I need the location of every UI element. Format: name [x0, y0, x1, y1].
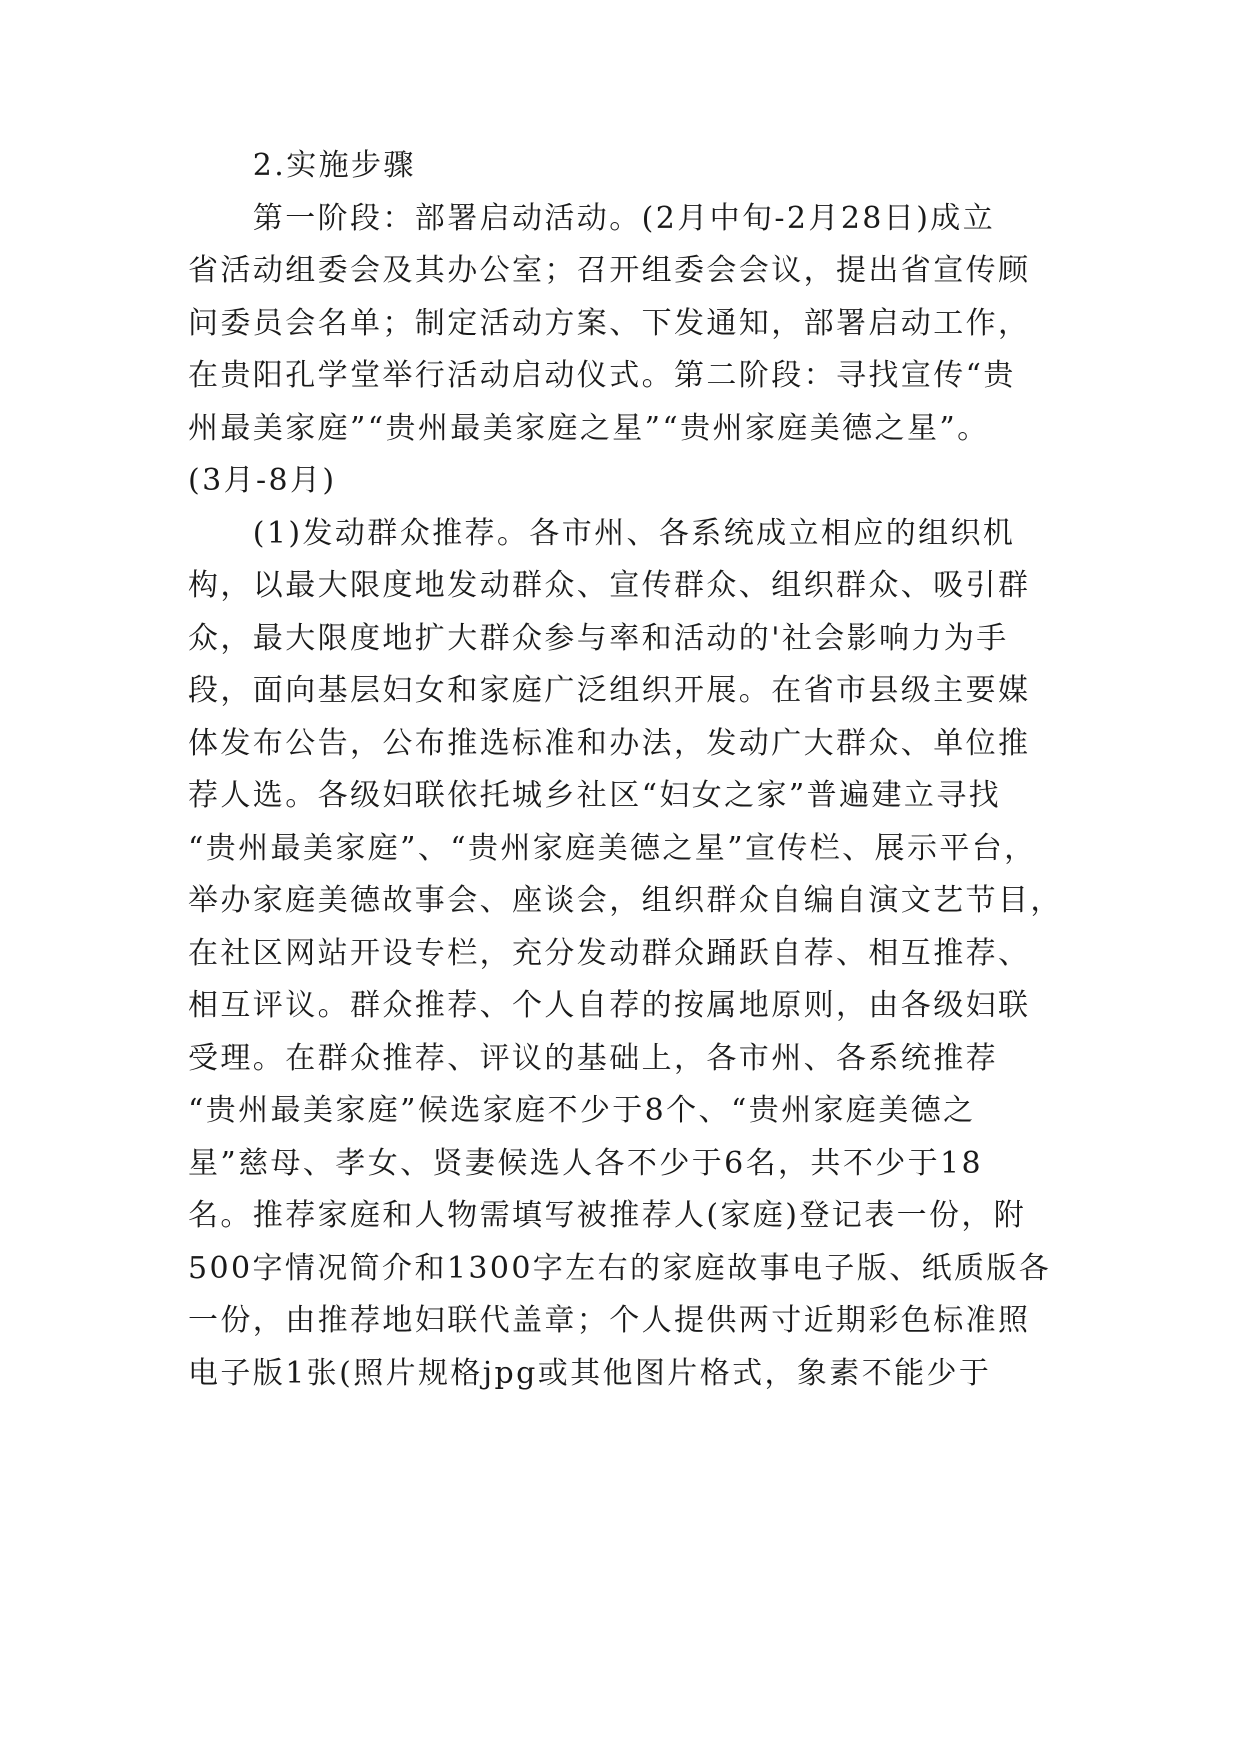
text-line-15: 举办家庭美德故事会、座谈会，组织群众自编自演文艺节目， — [188, 883, 1063, 918]
text-line-12: 体发布公告，公布推选标准和办法，发动广大群众、单位推 — [188, 726, 1031, 761]
text-line-20: 星”慈母、孝女、贤妻候选人各不少于6名，共不少于18 — [188, 1146, 983, 1181]
text-line-17: 相互评议。群众推荐、个人自荐的按属地原则，由各级妇联 — [188, 988, 1031, 1023]
text-line-01: 2.实施步骤 — [188, 148, 416, 183]
text-line-16: 在社区网站开设专栏，充分发动群众踊跃自荐、相互推荐、 — [188, 936, 1031, 971]
text-line-05: 在贵阳孔学堂举行活动启动仪式。第二阶段：寻找宣传“贵 — [188, 358, 1016, 393]
text-line-21: 名。推荐家庭和人物需填写被推荐人(家庭)登记表一份，附 — [188, 1198, 1027, 1233]
text-line-14: “贵州最美家庭”、“贵州家庭美德之星”宣传栏、展示平台， — [188, 831, 1037, 866]
text-line-19: “贵州最美家庭”候选家庭不少于8个、“贵州家庭美德之 — [188, 1093, 976, 1128]
text-line-02: 第一阶段：部署启动活动。(2月中旬-2月28日)成立 — [188, 201, 996, 236]
text-line-10: 众，最大限度地扩大群众参与率和活动的'社会影响力为手 — [188, 621, 1009, 656]
text-line-13: 荐人选。各级妇联依托城乡社区“妇女之家”普遍建立寻找 — [188, 778, 1002, 813]
text-line-06: 州最美家庭”“贵州最美家庭之星”“贵州家庭美德之星”。 — [188, 411, 990, 446]
text-line-08: (1)发动群众推荐。各市州、各系统成立相应的组织机 — [188, 516, 1016, 551]
text-line-04: 问委员会名单；制定活动方案、下发通知，部署启动工作， — [188, 306, 1031, 341]
text-line-18: 受理。在群众推荐、评议的基础上，各市州、各系统推荐 — [188, 1041, 998, 1076]
text-line-11: 段，面向基层妇女和家庭广泛组织开展。在省市县级主要媒 — [188, 673, 1031, 708]
text-line-03: 省活动组委会及其办公室；召开组委会会议，提出省宣传顾 — [188, 253, 1031, 288]
text-line-09: 构，以最大限度地发动群众、宣传群众、组织群众、吸引群 — [188, 568, 1031, 603]
text-line-07: (3月-8月) — [188, 463, 337, 498]
text-line-24: 电子版1张(照片规格jpg或其他图片格式，象素不能少于 — [188, 1356, 992, 1391]
text-line-22: 500字情况简介和1300字左右的家庭故事电子版、纸质版各 — [188, 1251, 1052, 1286]
text-line-23: 一份，由推荐地妇联代盖章；个人提供两寸近期彩色标准照 — [188, 1303, 1031, 1338]
